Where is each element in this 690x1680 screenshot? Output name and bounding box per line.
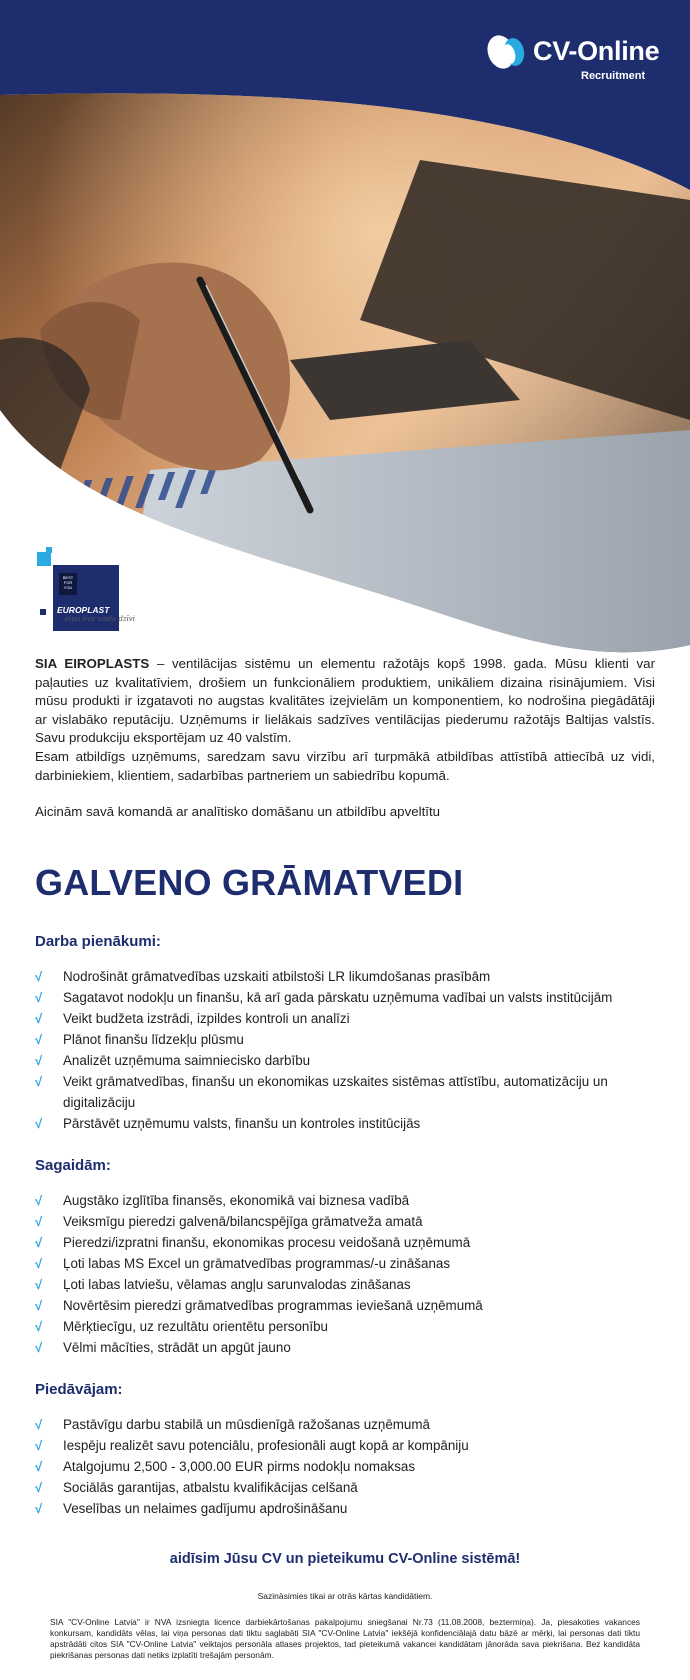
cv-online-logo-icon bbox=[485, 30, 529, 74]
europlast-badge: BEST FOR YOU bbox=[59, 573, 77, 595]
duties-list bbox=[35, 966, 655, 1134]
check-icon: √ bbox=[35, 1116, 43, 1132]
check-icon: √ bbox=[35, 1074, 43, 1090]
invite-text: Aicinām savā komandā ar analītisko domāšanu un atbildību apveltītu bbox=[35, 804, 441, 820]
check-icon: √ bbox=[35, 1032, 43, 1048]
check-icon: √ bbox=[35, 1501, 43, 1517]
list-item: √ Veiksmīgu pieredzi galvenā/bilancspējīga grāmatveža amatā bbox=[35, 1211, 655, 1232]
intro-paragraph bbox=[35, 655, 655, 785]
check-icon: √ bbox=[35, 990, 43, 1006]
check-icon: √ bbox=[35, 1235, 43, 1251]
europlast-accent-dot bbox=[40, 609, 46, 615]
job-ad-content bbox=[35, 655, 655, 1661]
list-item: √ Pārstāvēt uzņēmumu valsts, finanšu un kontroles institūcijās bbox=[35, 1113, 655, 1134]
cv-online-sub: Recruitment bbox=[581, 70, 646, 82]
section-title-offer: Piedāvājam: bbox=[35, 1381, 123, 1399]
company-name: SIA EIROPLASTS bbox=[35, 656, 150, 671]
europlast-accent-square bbox=[37, 552, 51, 566]
check-icon: √ bbox=[35, 1417, 43, 1433]
job-title: GALVENO GRĀMATVEDI bbox=[35, 862, 464, 904]
check-icon: √ bbox=[35, 1319, 43, 1335]
europlast-name: EUROPLAST bbox=[57, 605, 110, 615]
check-icon: √ bbox=[35, 1193, 43, 1209]
check-icon: √ bbox=[35, 1256, 43, 1272]
cv-online-name: CV-Online bbox=[533, 36, 660, 66]
list-item: √ Analizēt uzņēmuma saimniecisko darbību bbox=[35, 1050, 655, 1071]
check-icon: √ bbox=[35, 1214, 43, 1230]
europlast-tagline: elpo līva vaida dzīvi bbox=[65, 615, 135, 623]
cv-online-logo bbox=[485, 30, 660, 86]
list-item: √ Vēlmi mācīties, strādāt un apgūt jauno bbox=[35, 1337, 655, 1358]
intro-text-2: Esam atbildīgs uzņēmums, saredzam savu virzību arī turpmākā atbildības attīstībā attiecībā uz vidi, darbiniekiem, klientiem, sadarbības partneriem un sabiedrību kopumā. bbox=[35, 748, 655, 783]
list-item: √ Pieredzi/izpratni finanšu, ekonomikas procesu veidošanā uzņēmumā bbox=[35, 1232, 655, 1253]
section-title-duties: Darba pienākumi: bbox=[35, 933, 161, 951]
check-icon: √ bbox=[35, 1298, 43, 1314]
europlast-logo bbox=[35, 547, 165, 633]
apply-cta[interactable]: aidīsim Jūsu CV un pieteikumu CV-Online sistēmā! bbox=[169, 1551, 521, 1568]
hero-banner bbox=[0, 0, 690, 660]
list-item: √ Veselības un nelaimes gadījumu apdrošināšanu bbox=[35, 1498, 655, 1519]
list-item: √ Mērķtiecīgu, uz rezultātu orientētu personību bbox=[35, 1316, 655, 1337]
list-item: √ Atalgojumu 2,500 - 3,000.00 EUR pirms nodokļu nomaksas bbox=[35, 1456, 655, 1477]
list-item: √ Sagatavot nodokļu un finanšu, kā arī gada pārskatu uzņēmuma vadībai un valsts institūcijām bbox=[35, 987, 655, 1008]
list-item: √ Pastāvīgu darbu stabilā un mūsdienīgā ražošanas uzņēmumā bbox=[35, 1414, 655, 1435]
list-item: √ Iespēju realizēt savu potenciālu, profesionāli augt kopā ar kompāniju bbox=[35, 1435, 655, 1456]
check-icon: √ bbox=[35, 1053, 43, 1069]
check-icon: √ bbox=[35, 969, 43, 985]
intro-text: – ventilācijas sistēmu un elementu ražotājs kopš 1998. gada. Mūsu klienti var paļauties uz kvalitatīviem, drošiem un funkcionāliem produktiem, unikāliem dizaina risinājumiem. Visi mūsu produkti ir izgatavoti no augstas kvalitātes izejvielām un komponentiem, ko nodrošina piegādātāji ar vislabāko reputāciju. Uzņēmums ir lielākais sadzīves ventilācijas piederumu ražotājs Baltijas valstīs. Savu produkciju eksportējam uz 40 valstīm. bbox=[35, 656, 655, 746]
list-item: √ Ļoti labas latviešu, vēlamas angļu sarunvalodas zināšanas bbox=[35, 1274, 655, 1295]
check-icon: √ bbox=[35, 1277, 43, 1293]
legal-disclaimer: SIA "CV-Online Latvia" ir NVA izsniegta licence darbiekārtošanas pakalpojumu sniegšanai Nr.73 (11.08.2008, beztermiņa). Ja, piesakoties vakances konkursam, kandidāts vēlas, lai viņa personas dati tiktu saglabāti SIA "CV-Online Latvia" iekšējā konfidenciālajā datu bāzē ar mērķi, lai personas dati tiktu apstrādāti citos SIA "CV-Online Latvia" veiktajos personāla atlases projektos, tad pieteikumā vakancei kandidātam jānorāda sava piekrišana. Bez kandidāta piekrišanas personas dati netiks izplatīti trešajām personām. bbox=[50, 1617, 640, 1661]
list-item: √ Ļoti labas MS Excel un grāmatvedības programmas/-u zināšanas bbox=[35, 1253, 655, 1274]
list-item: √ Nodrošināt grāmatvedības uzskaiti atbilstoši LR likumdošanas prasībām bbox=[35, 966, 655, 987]
list-item: √ Plānot finanšu līdzekļu plūsmu bbox=[35, 1029, 655, 1050]
check-icon: √ bbox=[35, 1480, 43, 1496]
section-title-requirements: Sagaidām: bbox=[35, 1157, 111, 1175]
requirements-list bbox=[35, 1190, 655, 1358]
check-icon: √ bbox=[35, 1011, 43, 1027]
check-icon: √ bbox=[35, 1459, 43, 1475]
check-icon: √ bbox=[35, 1340, 43, 1356]
list-item: √ Sociālās garantijas, atbalstu kvalifikācijas celšanā bbox=[35, 1477, 655, 1498]
list-item: √ Novērtēsim pieredzi grāmatvedības programmas ieviešanā uzņēmumā bbox=[35, 1295, 655, 1316]
list-item: √ Veikt budžeta izstrādi, izpildes kontroli un analīzi bbox=[35, 1008, 655, 1029]
offer-list bbox=[35, 1414, 655, 1519]
list-item: √ Augstāko izglītība finansēs, ekonomikā vai biznesa vadībā bbox=[35, 1190, 655, 1211]
contact-note: Sazināsimies tikai ar otrās kārtas kandidātiem. bbox=[257, 1591, 433, 1602]
check-icon: √ bbox=[35, 1438, 43, 1454]
list-item: √ Veikt grāmatvedības, finanšu un ekonomikas uzskaites sistēmas attīstību, automatizāciju un digitalizāciju bbox=[35, 1071, 655, 1113]
